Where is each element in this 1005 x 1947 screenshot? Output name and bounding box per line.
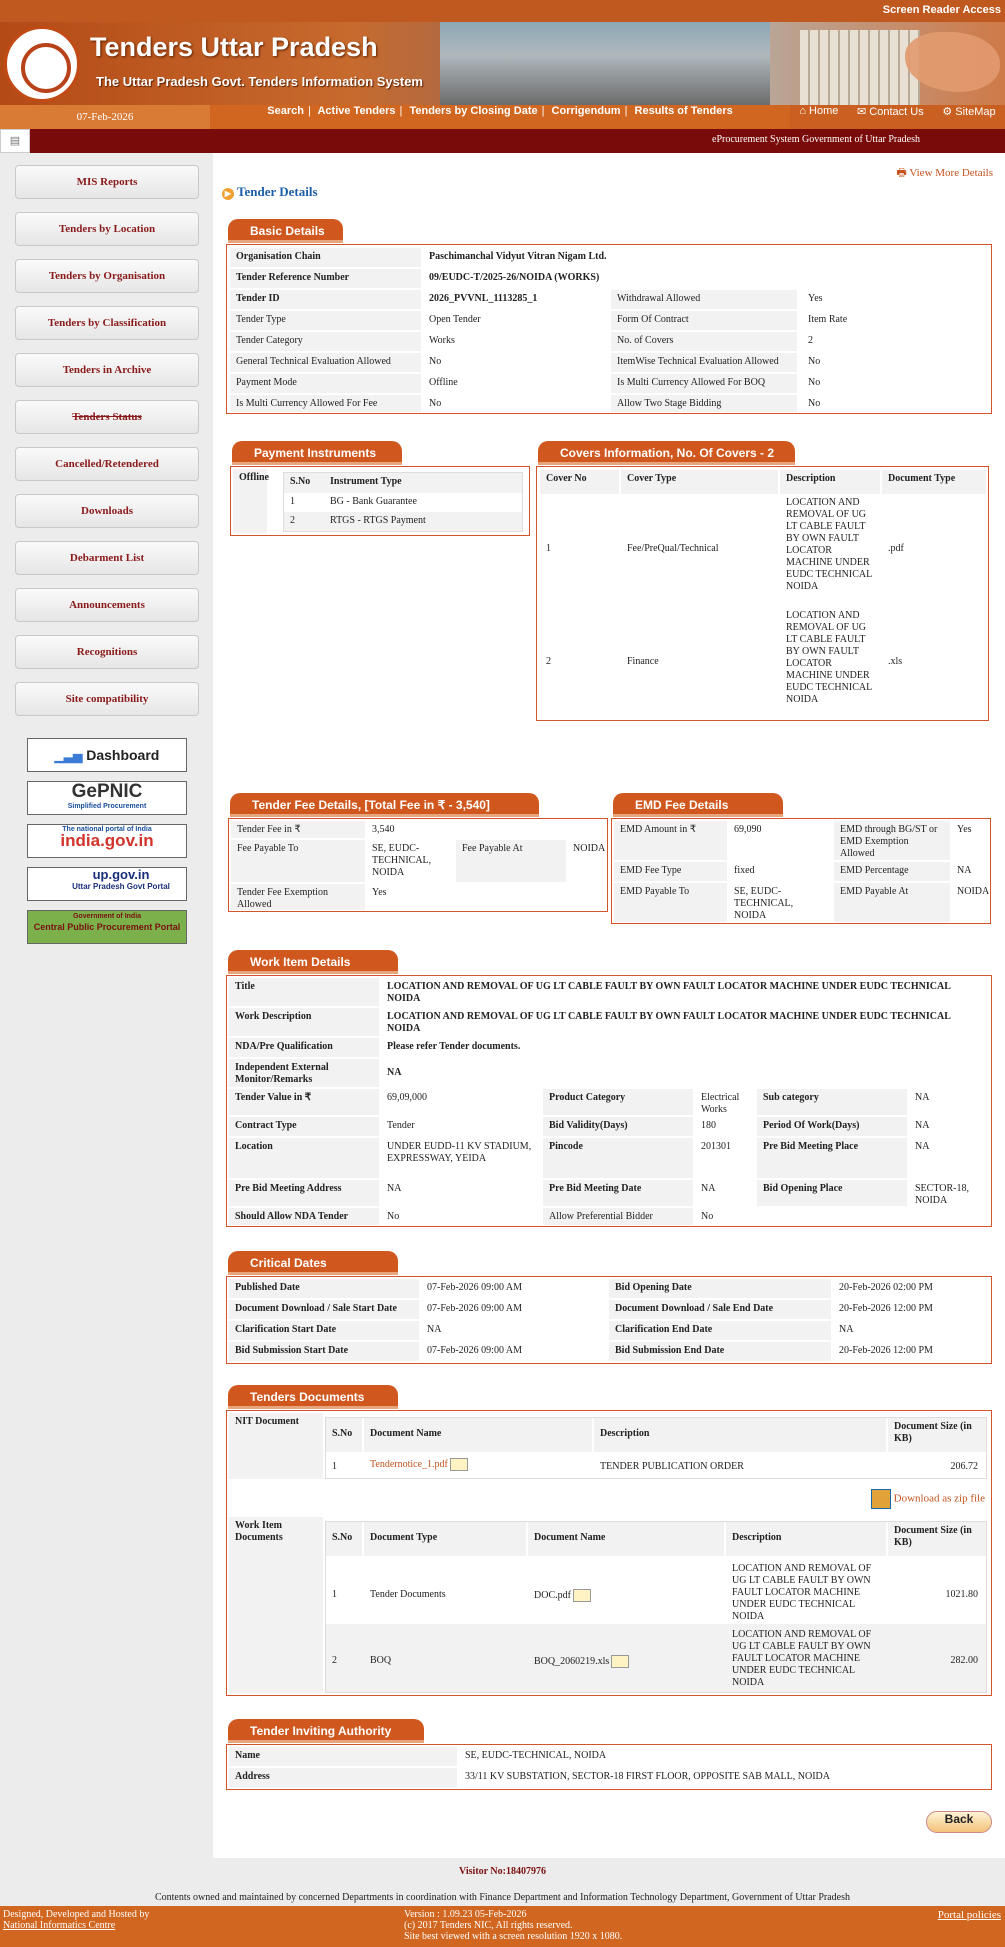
location-label: Location — [229, 1138, 379, 1178]
up-gov-label: up.gov.in — [92, 867, 150, 882]
tender-fee-tab: Tender Fee Details, [Total Fee in ₹ - 3,540] — [230, 793, 539, 817]
sidebar-item-debarment[interactable]: Debarment List — [15, 541, 199, 575]
instrument-col-sno: S.No — [290, 476, 311, 487]
emd-payto-label: EMD Payable To — [614, 883, 727, 922]
emd-payto-value: SE, EUDC-TECHNICAL, NOIDA — [734, 886, 794, 921]
sidebar-item-recognitions[interactable]: Recognitions — [15, 635, 199, 669]
bid-open-place-label: Bid Opening Place — [757, 1180, 907, 1206]
tender-type-label: Tender Type — [230, 311, 421, 330]
download-start-label: Document Download / Sale Start Date — [229, 1300, 419, 1319]
published-date-label: Published Date — [229, 1279, 419, 1298]
sitemap-link[interactable] — [942, 105, 995, 129]
instrument-sno: 2 — [290, 515, 295, 526]
emd-pct-label: EMD Percentage — [834, 862, 950, 881]
download-start-value: 07-Feb-2026 09:00 AM — [427, 1303, 522, 1314]
tender-type-value: Open Tender — [429, 314, 481, 325]
gte-value: No — [429, 356, 442, 367]
nit-table — [325, 1417, 987, 1479]
sidebar-item-site-compat[interactable]: Site compatibility — [15, 682, 199, 716]
payment-mode-label: Payment Mode — [230, 374, 421, 393]
clarification-end-value: NA — [839, 1324, 854, 1335]
period-value: NA — [915, 1120, 930, 1131]
payment-mode-offline: Offline — [233, 469, 267, 533]
work-size: 282.00 — [950, 1655, 978, 1666]
clarification-end-label: Clarification End Date — [609, 1321, 831, 1340]
fee-exempt-value: Yes — [372, 887, 387, 898]
cppp-sub: Government of India — [72, 913, 142, 920]
cover-doc: .xls — [888, 656, 903, 667]
nit-size: 206.72 — [950, 1461, 978, 1472]
sidebar-item-mis-reports[interactable]: MIS Reports — [15, 165, 199, 199]
cppp-logo[interactable] — [27, 910, 187, 944]
covers-section — [536, 466, 989, 721]
emd-bg-value: Yes — [957, 824, 972, 835]
payment-instruments-section — [230, 466, 530, 536]
prebid-addr-label: Pre Bid Meeting Address — [229, 1180, 379, 1206]
nic-link[interactable]: National Informatics Centre — [3, 1920, 116, 1931]
zip-icon — [871, 1489, 891, 1509]
work-type: Tender Documents — [370, 1589, 446, 1600]
emd-payat-value: NOIDA — [957, 886, 990, 897]
bid-submission-end-label: Bid Submission End Date — [609, 1342, 831, 1361]
instrument-sno: 1 — [290, 496, 295, 507]
pincode-value: 201301 — [701, 1141, 731, 1152]
contract-type-label: Contract Type — [229, 1117, 379, 1136]
covers-col-doc: Document Type — [882, 470, 986, 494]
nav-utility — [790, 105, 1005, 129]
fee-payat-label: Fee Payable At — [456, 840, 566, 882]
location-value: UNDER EUDD-11 KV STADIUM, EXPRESSWAY, YEIDA — [387, 1141, 532, 1164]
fee-value: 3,540 — [372, 824, 395, 835]
covers-tab: Covers Information, No. Of Covers - 2 — [538, 441, 795, 465]
screen-reader-link[interactable]: Screen Reader Access — [882, 4, 1001, 16]
designed-by: Designed, Developed and Hosted by — [3, 1909, 150, 1920]
nda-label: NDA/Pre Qualification — [229, 1038, 379, 1057]
india-gov-logo[interactable] — [27, 824, 187, 858]
cover-desc: LOCATION AND REMOVAL OF UG LT CABLE FAULT BY OWN FAULT LOCATOR MACHINE UNDER EUDC TECHNICAL NOIDA — [786, 610, 872, 705]
withdraw-value: Yes — [808, 293, 823, 304]
top-strip — [0, 0, 1005, 22]
work-item-tab: Work Item Details — [228, 950, 398, 974]
dashboard-logo[interactable] — [27, 738, 187, 772]
org-value: Paschimanchal Vidyut Vitran Nigam Ltd. — [429, 251, 607, 262]
tender-documents-section — [226, 1410, 992, 1696]
cover-no: 1 — [546, 543, 551, 554]
clarification-start-label: Clarification Start Date — [229, 1321, 419, 1340]
work-item-docs-label: Work Item Documents — [229, 1517, 323, 1693]
iem-value: NA — [387, 1067, 402, 1078]
subcategory-value: NA — [915, 1092, 930, 1103]
work-col-type: Document Type — [364, 1522, 526, 1556]
instrument-table — [283, 472, 523, 532]
up-emblem-logo-icon[interactable] — [4, 26, 80, 102]
preferential-value: No — [701, 1211, 714, 1222]
ref-label: Tender Reference Number — [230, 269, 421, 288]
nit-doc-name[interactable]: Tendernotice_1.pdf — [370, 1458, 448, 1470]
iem-label: Independent External Monitor/Remarks — [229, 1059, 379, 1087]
work-desc-label: Work Description — [229, 1008, 379, 1036]
covers-col-desc: Description — [780, 470, 880, 494]
portal-policies-link[interactable]: Portal policies — [937, 1909, 1001, 1921]
up-gov-sub: Uttar Pradesh Govt Portal — [72, 882, 170, 891]
footer-bar — [0, 1906, 1005, 1947]
sidebar-item-downloads[interactable]: Downloads — [15, 494, 199, 528]
sidebar — [0, 153, 213, 1858]
download-end-label: Document Download / Sale End Date — [609, 1300, 831, 1319]
emd-bg-label: EMD through BG/ST or EMD Exemption Allowed — [834, 821, 950, 860]
nda-tender-label: Should Allow NDA Tender — [229, 1208, 379, 1225]
work-desc-value: LOCATION AND REMOVAL OF UG LT CABLE FAULT BY OWN FAULT LOCATOR MACHINE UNDER EUDC TECHNICAL NOIDA — [387, 1011, 951, 1034]
sidebar-item-organisation[interactable]: Tenders by Organisation — [15, 259, 199, 293]
bid-submission-start-value: 07-Feb-2026 09:00 AM — [427, 1345, 522, 1356]
up-gov-logo[interactable] — [27, 867, 187, 901]
work-col-desc: Description — [726, 1522, 886, 1556]
nav-date: 07-Feb-2026 — [0, 105, 210, 129]
nit-col-sno: S.No — [326, 1418, 362, 1452]
download-end-value: 20-Feb-2026 12:00 PM — [839, 1303, 933, 1314]
work-sno: 1 — [332, 1589, 337, 1600]
view-more-details-link[interactable] — [896, 164, 993, 183]
nit-doc-link[interactable] — [364, 1455, 592, 1474]
mc-fee-value: No — [429, 398, 442, 409]
product-category-value: Electrical Works — [701, 1092, 740, 1115]
work-col-size: Document Size (in KB) — [888, 1522, 986, 1556]
tender-value-label: Tender Value in ₹ — [229, 1089, 379, 1115]
cover-doc: .pdf — [888, 543, 904, 554]
tender-id-value: 2026_PVVNL_1113285_1 — [429, 293, 538, 304]
sidebar-item-classification[interactable]: Tenders by Classification — [15, 306, 199, 340]
marquee-text: eProcurement System Government of Uttar Pradesh — [712, 134, 921, 145]
basic-details-tab: Basic Details — [228, 219, 343, 243]
nit-col-desc: Description — [594, 1418, 886, 1452]
view-more-label: View More Details — [909, 167, 993, 179]
form-label: Form Of Contract — [611, 311, 797, 330]
chart-icon: ▁▃▅ — [54, 749, 83, 763]
sidebar-item-location[interactable]: Tenders by Location — [15, 212, 199, 246]
two-stage-value: No — [808, 398, 821, 409]
covers-label: No. of Covers — [611, 332, 797, 351]
bid-opening-date-value: 20-Feb-2026 02:00 PM — [839, 1282, 933, 1293]
cppp-label: Central Public Procurement Portal — [33, 922, 181, 932]
instrument-type: RTGS - RTGS Payment — [330, 515, 426, 526]
ref-value: 09/EUDC-T/2025-26/NOIDA (WORKS) — [429, 272, 600, 283]
critical-dates-section — [226, 1276, 992, 1364]
org-label: Organisation Chain — [230, 248, 421, 267]
banner-building-image — [800, 30, 920, 105]
work-col-sno: S.No — [326, 1522, 362, 1556]
ite-value: No — [808, 356, 821, 367]
home-label: Home — [809, 105, 839, 117]
resolution-note: Site best viewed with a screen resolution 1920 x 1080. — [404, 1931, 623, 1942]
work-col-name: Document Name — [528, 1522, 724, 1556]
bid-submission-start-label: Bid Submission Start Date — [229, 1342, 419, 1361]
tender-fee-section — [228, 818, 608, 912]
footer-info — [0, 1858, 1005, 1906]
critical-dates-tab: Critical Dates — [228, 1251, 398, 1275]
work-doc-name[interactable]: BOQ_2060219.xls — [534, 1655, 610, 1667]
marquee-bar — [0, 129, 1005, 153]
nda-tender-value: No — [387, 1211, 400, 1222]
print-icon: 🖶 — [896, 167, 907, 179]
emd-type-label: EMD Fee Type — [614, 862, 727, 881]
nav-results-link[interactable]: Results of Tenders — [634, 105, 733, 117]
main-nav — [0, 105, 1005, 129]
category-label: Tender Category — [230, 332, 421, 351]
dashboard-label: Dashboard — [86, 747, 160, 763]
nav-active-tenders-link[interactable]: Active Tenders — [317, 105, 396, 117]
sitemap-label: SiteMap — [955, 106, 996, 118]
payment-instruments-tab: Payment Instruments — [232, 441, 402, 465]
work-sno: 2 — [332, 1655, 337, 1666]
bid-validity-value: 180 — [701, 1120, 716, 1131]
tender-value: 69,09,000 — [387, 1092, 427, 1103]
prebid-date-value: NA — [701, 1183, 716, 1194]
table-row — [284, 512, 522, 531]
work-desc: LOCATION AND REMOVAL OF UG LT CABLE FAULT BY OWN FAULT LOCATOR MACHINE UNDER EUDC TECHNICAL NOIDA — [732, 1629, 872, 1688]
emd-pct-value: NA — [957, 865, 972, 876]
instrument-col-type: Instrument Type — [330, 476, 402, 487]
published-date-value: 07-Feb-2026 09:00 AM — [427, 1282, 522, 1293]
sidebar-item-announcements[interactable]: Announcements — [15, 588, 199, 622]
work-desc: LOCATION AND REMOVAL OF UG LT CABLE FAULT BY OWN FAULT LOCATOR MACHINE UNDER EUDC TECHNICAL NOIDA — [732, 1563, 872, 1622]
work-type: BOQ — [370, 1655, 392, 1666]
site-title: Tenders Uttar Pradesh — [90, 32, 378, 62]
download-zip-label: Download as zip file — [893, 1492, 985, 1505]
india-gov-label: india.gov.in — [60, 831, 154, 850]
mail-icon: ✉ — [857, 106, 867, 118]
period-label: Period Of Work(Days) — [757, 1117, 907, 1136]
nav-links: Search | Active Tenders | Tenders by Closing Date | Corrigendum | Results of Tenders — [267, 105, 733, 117]
clarification-start-value: NA — [427, 1324, 442, 1335]
prebid-place-label: Pre Bid Meeting Place — [757, 1138, 907, 1178]
authority-name-value: SE, EUDC-TECHNICAL, NOIDA — [465, 1750, 607, 1761]
mc-fee-label: Is Multi Currency Allowed For Fee — [230, 395, 421, 412]
contact-link[interactable] — [857, 105, 924, 129]
nit-desc: TENDER PUBLICATION ORDER — [600, 1461, 744, 1472]
work-doc-link[interactable] — [528, 1652, 724, 1671]
visitor-count: Visitor No:18407976 — [459, 1866, 546, 1877]
category-value: Works — [429, 335, 455, 346]
withdraw-label: Withdrawal Allowed — [611, 290, 797, 309]
contract-type-value: Tender — [387, 1120, 415, 1131]
tender-id-label: Tender ID — [230, 290, 421, 309]
pause-icon[interactable]: ▤ — [0, 129, 30, 153]
nda-value: Please refer Tender documents. — [387, 1041, 521, 1052]
pincode-label: Pincode — [543, 1138, 693, 1178]
contact-label: Contact Us — [869, 106, 924, 118]
work-title-label: Title — [229, 978, 379, 1006]
authority-section — [226, 1744, 992, 1790]
sidebar-item-archive[interactable]: Tenders in Archive — [15, 353, 199, 387]
work-doc-link[interactable] — [528, 1586, 724, 1605]
mc-boq-value: No — [808, 377, 821, 388]
covers-col-no: Cover No — [540, 470, 619, 494]
certificate-icon — [573, 1589, 591, 1602]
authority-tab: Tender Inviting Authority — [228, 1719, 424, 1743]
emd-type-value: fixed — [734, 865, 755, 876]
two-stage-label: Allow Two Stage Bidding — [611, 395, 797, 412]
work-docs-table — [325, 1521, 987, 1693]
emd-payat-label: EMD Payable At — [834, 883, 950, 922]
emd-amount-label: EMD Amount in ₹ — [614, 821, 727, 860]
sidebar-item-cancelled[interactable]: Cancelled/Retendered — [15, 447, 199, 481]
work-title-value: LOCATION AND REMOVAL OF UG LT CABLE FAULT BY OWN FAULT LOCATOR MACHINE UNDER EUDC TECHNICAL NOIDA — [387, 981, 951, 1004]
covers-col-type: Cover Type — [621, 470, 778, 494]
india-gov-sub: The national portal of India — [62, 826, 152, 833]
site-subtitle: The Uttar Pradesh Govt. Tenders Information System — [96, 74, 423, 89]
site-banner — [0, 22, 1005, 105]
cover-type: Fee/PreQual/Technical — [627, 543, 719, 554]
product-category-label: Product Category — [543, 1089, 693, 1115]
form-value: Item Rate — [808, 314, 848, 325]
download-zip-link[interactable] — [871, 1489, 985, 1509]
instrument-header — [284, 473, 522, 493]
cover-desc: LOCATION AND REMOVAL OF UG LT CABLE FAULT BY OWN FAULT LOCATOR MACHINE UNDER EUDC TECHNICAL NOIDA — [786, 497, 872, 592]
ite-label: ItemWise Technical Evaluation Allowed — [611, 353, 797, 372]
home-icon: ⌂ — [799, 105, 806, 117]
instrument-type: BG - Bank Guarantee — [330, 496, 417, 507]
fee-payto-label: Fee Payable To — [231, 840, 365, 882]
basic-details-section — [226, 244, 992, 414]
bid-opening-date-label: Bid Opening Date — [609, 1279, 831, 1298]
authority-addr-label: Address — [229, 1768, 457, 1787]
authority-name-label: Name — [229, 1747, 457, 1766]
subcategory-label: Sub category — [757, 1089, 907, 1115]
emd-fee-tab: EMD Fee Details — [613, 793, 783, 817]
authority-addr-value: 33/11 KV SUBSTATION, SECTOR-18 FIRST FLOOR, OPPOSITE SAB MALL, NOIDA — [465, 1771, 830, 1782]
nit-document-label: NIT Document — [229, 1413, 323, 1479]
gte-label: General Technical Evaluation Allowed — [230, 353, 421, 372]
sidebar-item-status[interactable]: Tenders Status — [15, 400, 199, 434]
nit-sno: 1 — [332, 1461, 337, 1472]
prebid-place-value: NA — [915, 1141, 930, 1152]
copyright: (c) 2017 Tenders NIC, All rights reserved. — [404, 1920, 573, 1931]
nav-search-link[interactable]: Search — [267, 105, 304, 117]
sitemap-icon: ⚙ — [942, 106, 953, 118]
version: Version : 1.09.23 05-Feb-2026 — [404, 1909, 527, 1920]
fee-label: Tender Fee in ₹ — [231, 821, 365, 838]
footer-owned: Contents owned and maintained by concerned Departments in coordination with Finance Department and Information Technology Department, Government of Uttar Pradesh — [154, 1892, 851, 1903]
mc-boq-label: Is Multi Currency Allowed For BOQ — [611, 374, 797, 393]
emd-fee-section — [611, 818, 991, 924]
bid-submission-end-value: 20-Feb-2026 12:00 PM — [839, 1345, 933, 1356]
banner-road-image — [440, 22, 770, 105]
bid-validity-label: Bid Validity(Days) — [543, 1117, 693, 1136]
certificate-icon — [611, 1655, 629, 1668]
nav-closing-date-link[interactable]: Tenders by Closing Date — [409, 105, 538, 117]
table-row — [284, 493, 522, 511]
prebid-addr-value: NA — [387, 1183, 402, 1194]
gepnic-sub: Simplified Procurement — [67, 803, 147, 810]
emd-amount-value: 69,090 — [734, 824, 762, 835]
work-doc-name[interactable]: DOC.pdf — [534, 1589, 571, 1601]
back-button[interactable]: Back — [926, 1811, 992, 1833]
prebid-date-label: Pre Bid Meeting Date — [543, 1180, 693, 1206]
certificate-icon — [450, 1458, 468, 1471]
fee-payto-value: SE, EUDC-TECHNICAL, NOIDA — [372, 843, 432, 878]
work-size: 1021.80 — [945, 1589, 978, 1600]
fee-exempt-label: Tender Fee Exemption Allowed — [231, 884, 365, 910]
page-heading: Tender Details — [237, 184, 318, 199]
gepnic-logo[interactable] — [27, 781, 187, 815]
gepnic-label: GePNIC — [71, 781, 143, 802]
tender-documents-tab: Tenders Documents — [228, 1385, 398, 1409]
preferential-label: Allow Preferential Bidder — [543, 1208, 693, 1225]
payment-mode-value: Offline — [429, 377, 458, 388]
nit-col-size: Document Size (in KB) — [888, 1418, 986, 1452]
arrow-bullet-icon: ▶ — [222, 188, 234, 200]
page-title — [222, 184, 318, 200]
nit-col-name: Document Name — [364, 1418, 592, 1452]
cover-no: 2 — [546, 656, 551, 667]
fee-payat-value: NOIDA — [573, 843, 606, 854]
nav-corrigendum-link[interactable]: Corrigendum — [551, 105, 621, 117]
cover-type: Finance — [627, 656, 659, 667]
covers-value: 2 — [808, 335, 813, 346]
work-item-section — [226, 975, 992, 1227]
home-link[interactable] — [799, 105, 838, 129]
bid-open-place-value: SECTOR-18, NOIDA — [915, 1183, 969, 1206]
